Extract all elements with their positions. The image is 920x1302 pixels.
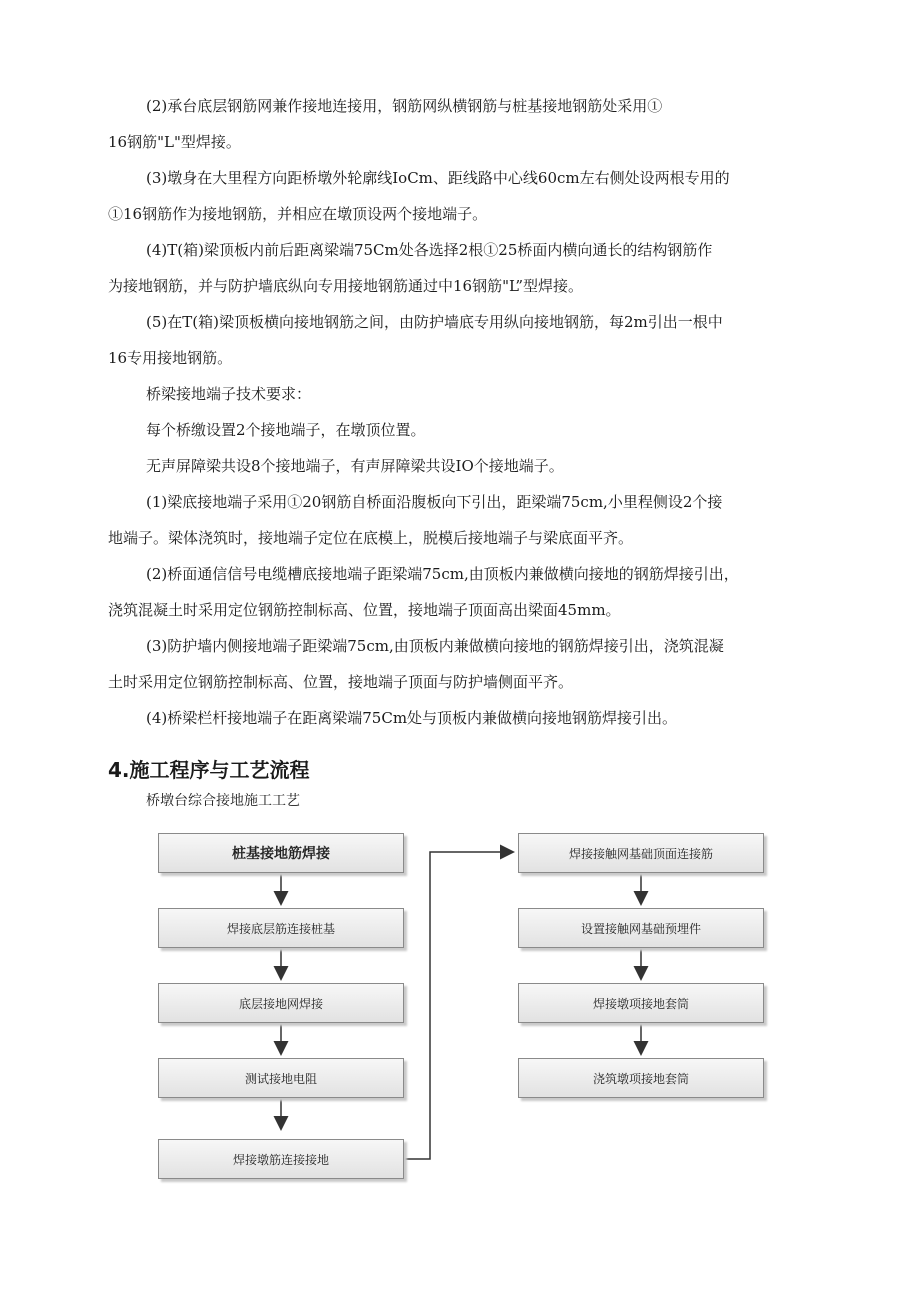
paragraph-1: (2)承台底层钢筋网兼作接地连接用，钢筋网纵横钢筋与桩基接地钢筋处采用①	[146, 97, 663, 115]
flow-box-left-5: 焊接墩筋连接接地	[158, 1139, 404, 1179]
section-heading: 4.施工程序与工艺流程	[108, 758, 310, 782]
paragraph-2: (3)墩身在大里程方向距桥墩外轮廓线IoCm、距线路中心线60cm左右侧处设两根专用的	[146, 169, 730, 187]
paragraph-9-cont: 浇筑混凝土时采用定位钢筋控制标高、位置，接地端子顶面高出梁面45mm。	[108, 601, 621, 619]
paragraph-8-cont: 地端子。梁体浇筑时，接地端子定位在底模上，脱模后接地端子与梁底面平齐。	[108, 529, 634, 547]
flowchart-subtitle: 桥墩台综合接地施工工艺	[146, 793, 300, 809]
flow-box-left-4: 测试接地电阻	[158, 1058, 404, 1098]
paragraph-3: (4)T(箱)梁顶板内前后距离梁端75Cm处各选择2根①25桥面内横向通长的结构钢筋作	[146, 241, 713, 259]
arrow-connector	[403, 852, 512, 1159]
paragraph-3-cont: 为接地钢筋，并与防护墙底纵向专用接地钢筋通过中16钢筋"L”型焊接。	[108, 277, 584, 295]
flow-box-left-1: 桩基接地筋焊接	[158, 833, 404, 873]
paragraph-4: (5)在T(箱)梁顶板横向接地钢筋之间，由防护墙底专用纵向接地钢筋，每2m引出一根中	[146, 313, 723, 331]
paragraph-9: (2)桥面通信信号电缆槽底接地端子距梁端75cm,由顶板内兼做横向接地的钢筋焊接引出，	[146, 565, 739, 583]
paragraph-1-cont: 16钢筋"L"型焊接。	[108, 133, 241, 151]
paragraph-8: (1)梁底接地端子采用①20钢筋自桥面沿腹板向下引出，距梁端75cm,小里程侧设2个接	[146, 493, 723, 511]
paragraph-7: 无声屏障梁共设8个接地端子，有声屏障梁共设IO个接地端子。	[146, 457, 564, 475]
flow-box-right-4: 浇筑墩项接地套筒	[518, 1058, 764, 1098]
flow-box-right-2: 设置接触网基础预埋件	[518, 908, 764, 948]
flow-box-left-2: 焊接底层筋连接桩基	[158, 908, 404, 948]
paragraph-2-cont: ①16钢筋作为接地钢筋，并相应在墩顶设两个接地端子。	[108, 205, 488, 223]
paragraph-10-cont: 土时采用定位钢筋控制标高、位置，接地端子顶面与防护墙侧面平齐。	[108, 673, 574, 691]
paragraph-11: (4)桥梁栏杆接地端子在距离梁端75Cm处与顶板内兼做横向接地钢筋焊接引出。	[146, 709, 678, 727]
paragraph-5: 桥梁接地端子技术要求：	[146, 385, 312, 403]
paragraph-10: (3)防护墙内侧接地端子距梁端75cm,由顶板内兼做横向接地的钢筋焊接引出，浇筑混凝	[146, 637, 724, 655]
flow-box-right-3: 焊接墩项接地套筒	[518, 983, 764, 1023]
paragraph-4-cont: 16专用接地钢筋。	[108, 349, 233, 367]
paragraph-6: 每个桥缴设置2个接地端子，在墩顶位置。	[146, 421, 426, 439]
flow-box-left-3: 底层接地网焊接	[158, 983, 404, 1023]
flow-box-right-1: 焊接接触网基础顶面连接筋	[518, 833, 764, 873]
